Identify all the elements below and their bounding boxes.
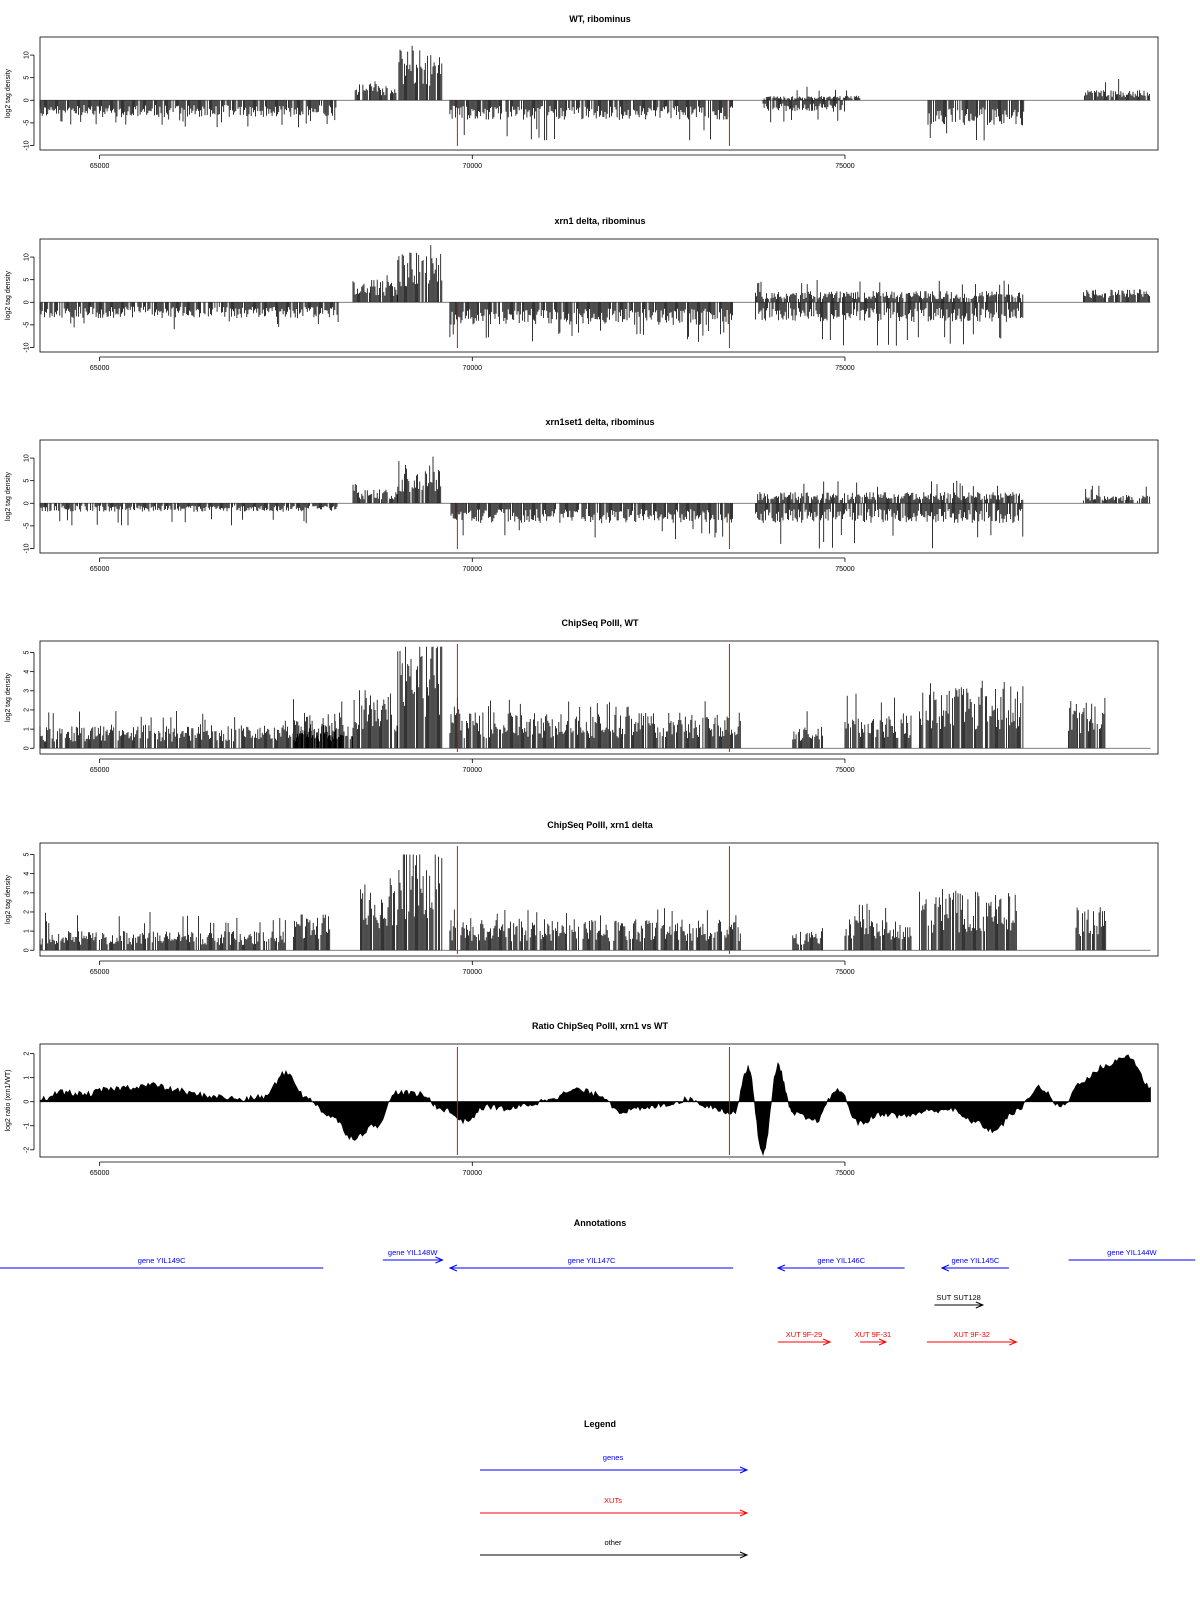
y-axis-label: log2 ratio (xrn1/WT) [5, 1069, 12, 1132]
plot-frame [40, 440, 1158, 553]
x-tick-label: 70000 [462, 1170, 483, 1177]
y-tick-label: 4 [23, 871, 31, 876]
y-tick-label: 4 [23, 669, 31, 674]
y-tick-label: 10 [23, 454, 31, 462]
y-tick-label: 3 [23, 890, 31, 895]
chart-panel-5 [5, 820, 1158, 976]
x-tick-label: 65000 [89, 1170, 110, 1177]
y-tick-label: 5 [23, 75, 31, 80]
y-tick-label: -2 [23, 1146, 31, 1153]
y-tick-label: 1 [23, 1075, 31, 1080]
y-tick-label: -5 [23, 321, 31, 328]
y-tick-label: 1 [23, 727, 31, 732]
y-axis-label: log2 tag density [5, 672, 12, 723]
bar-series [40, 457, 1150, 549]
gene-label: gene YIL146C [817, 1256, 866, 1265]
y-tick-label: 2 [23, 909, 31, 914]
x-tick-label: 75000 [835, 365, 855, 372]
y-tick-label: 0 [23, 1099, 31, 1104]
x-tick-label: 70000 [462, 767, 483, 774]
gene-label: gene YIL147C [567, 1256, 616, 1265]
x-tick-label: 75000 [835, 566, 855, 573]
plot-frame [40, 239, 1158, 352]
xut-label: XUT 9F-32 [953, 1330, 990, 1339]
x-tick-label: 70000 [462, 566, 483, 573]
y-tick-label: -1 [23, 1122, 31, 1129]
y-tick-label: 0 [23, 501, 31, 506]
y-tick-label: 5 [23, 277, 31, 282]
y-tick-label: 10 [23, 51, 31, 59]
legend-title: Legend [583, 1419, 617, 1429]
chart-title: Ratio ChipSeq PolII, xrn1 vs WT [531, 1021, 669, 1031]
y-tick-label: -10 [23, 140, 31, 151]
annotations-title: Annotations [573, 1218, 627, 1228]
legend-label-genes: genes [602, 1453, 624, 1462]
chart-panel-1 [5, 14, 1158, 170]
chart-title: ChipSeq PolII, WT [561, 618, 639, 628]
chart-panel-4 [5, 618, 1158, 774]
y-tick-label: 5 [23, 852, 31, 857]
x-tick-label: 65000 [89, 767, 110, 774]
legend [480, 1419, 747, 1558]
y-tick-label: 3 [23, 688, 31, 693]
chart-title: ChipSeq PolII, xrn1 delta [547, 820, 653, 830]
y-tick-label: 0 [23, 948, 31, 953]
x-tick-label: 75000 [835, 767, 855, 774]
x-tick-label: 75000 [835, 1170, 855, 1177]
gene-label: gene YIL149C [137, 1256, 186, 1265]
x-tick-label: 70000 [462, 365, 483, 372]
bar-series [40, 647, 1105, 749]
y-tick-label: -5 [23, 119, 31, 126]
ratio-area-series [40, 1055, 1151, 1155]
legend-label-XUTs: XUTs [604, 1496, 622, 1505]
y-tick-label: 2 [23, 1051, 31, 1056]
y-tick-label: 5 [23, 650, 31, 655]
y-tick-label: -10 [23, 342, 31, 353]
x-tick-label: 75000 [835, 969, 855, 976]
chart-title: xrn1set1 delta, ribominus [545, 417, 655, 427]
x-tick-label: 65000 [89, 365, 110, 372]
y-tick-label: -10 [23, 543, 31, 554]
x-tick-label: 65000 [89, 969, 110, 976]
y-axis-label: log2 tag density [5, 471, 12, 522]
y-axis-label: log2 tag density [5, 270, 12, 321]
y-tick-label: 0 [23, 300, 31, 305]
y-axis-label: log2 tag density [5, 68, 12, 119]
y-axis-label: log2 tag density [5, 874, 12, 925]
chart-title: xrn1 delta, ribominus [554, 216, 646, 226]
y-tick-label: 10 [23, 253, 31, 261]
gene-label: gene YIL144W [1107, 1248, 1157, 1257]
y-tick-label: 5 [23, 478, 31, 483]
x-tick-label: 75000 [835, 163, 855, 170]
bar-series [40, 245, 1150, 346]
y-tick-label: 2 [23, 707, 31, 712]
chart-title: WT, ribominus [569, 14, 631, 24]
plot-frame [40, 37, 1158, 150]
annotations-panel [0, 1218, 1195, 1345]
y-tick-label: 0 [23, 98, 31, 103]
x-tick-label: 70000 [462, 969, 483, 976]
y-tick-label: -5 [23, 522, 31, 529]
x-tick-label: 70000 [462, 163, 483, 170]
xut-label: XUT 9F-29 [785, 1330, 823, 1339]
bar-series [40, 46, 1150, 141]
x-tick-label: 65000 [89, 163, 110, 170]
y-tick-label: 0 [23, 746, 31, 751]
gene-label: gene YIL145C [951, 1256, 1000, 1265]
x-tick-label: 65000 [89, 566, 110, 573]
y-tick-label: 1 [23, 929, 31, 934]
other-feature-label: SUT SUT128 [936, 1293, 981, 1302]
legend-label-other: other [604, 1538, 622, 1547]
xut-label: XUT 9F-31 [854, 1330, 892, 1339]
bar-series [40, 855, 1106, 951]
chart-panel-3 [5, 417, 1158, 573]
gene-label: gene YIL148W [387, 1248, 438, 1257]
chart-panel-6 [5, 1021, 1158, 1177]
chart-panel-2 [5, 216, 1158, 372]
